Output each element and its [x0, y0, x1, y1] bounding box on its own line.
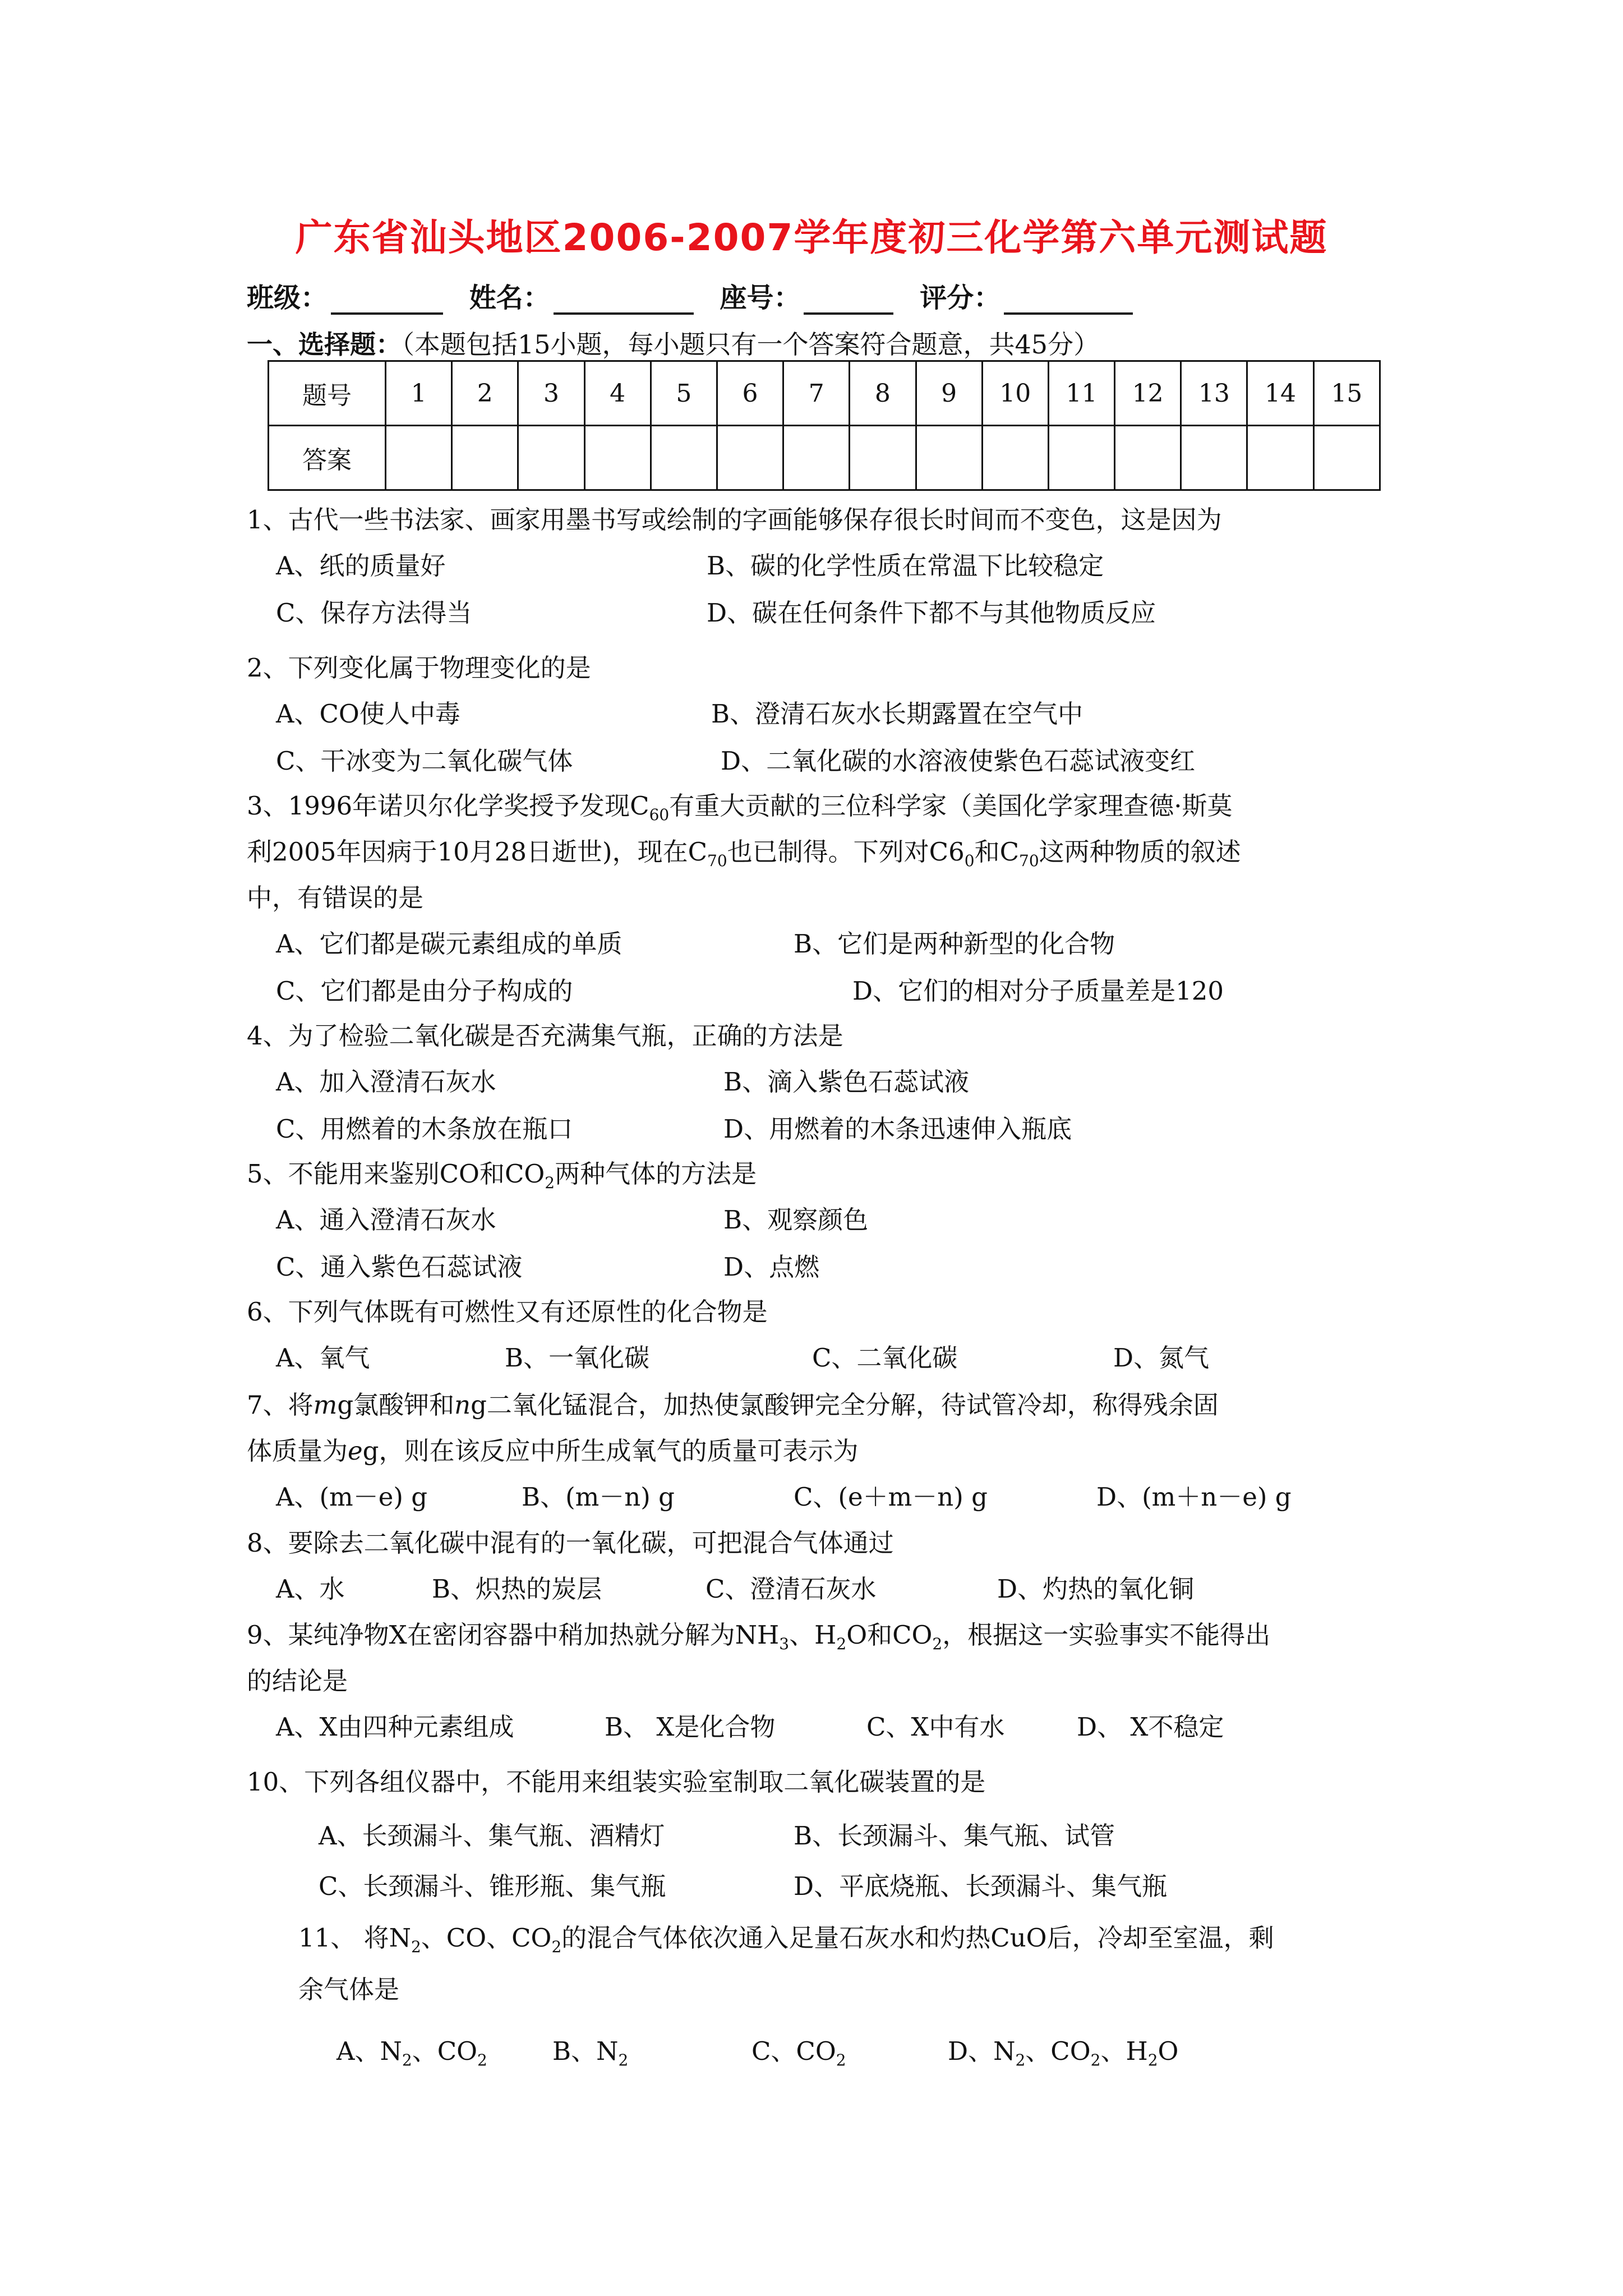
q11-option-d[interactable] — [948, 2031, 1178, 2069]
q11-line-1 — [298, 1917, 1274, 1956]
page-title: 广东省汕头地区2006-2007学年度初三化学第六单元测试题 — [295, 216, 1328, 259]
class-field[interactable] — [331, 288, 443, 315]
question-number: 11 — [1048, 361, 1114, 426]
name-label: 姓名： — [469, 282, 550, 314]
question-number: 2 — [452, 361, 518, 426]
class-label: 班级： — [247, 282, 328, 314]
q3-text: 利2005年因病于10月28日逝世)，现在C — [247, 837, 708, 867]
score-field[interactable] — [1004, 288, 1133, 315]
q6-option-d[interactable]: D、氮气 — [1113, 1343, 1210, 1373]
q3-line-2 — [247, 831, 1241, 870]
q7-line-2 — [247, 1430, 858, 1467]
question-number: 3 — [518, 361, 584, 426]
q3-option-d[interactable]: D、它们的相对分子质量差是120 — [852, 976, 1224, 1006]
q6-stem: 6、下列气体既有可燃性又有还原性的化合物是 — [247, 1297, 768, 1327]
q6-option-a[interactable]: A、氧气 — [276, 1343, 370, 1373]
q9-text: ，根据这一实验事实不能得出 — [942, 1620, 1271, 1650]
question-number: 12 — [1115, 361, 1181, 426]
q3-option-b[interactable]: B、它们是两种新型的化合物 — [794, 929, 1115, 959]
subscript: 2 — [551, 1938, 562, 1956]
answer-cell[interactable] — [916, 426, 982, 490]
q10-option-d[interactable]: D、平底烧瓶、长颈漏斗、集气瓶 — [794, 1871, 1168, 1901]
q9-line-1 — [247, 1614, 1270, 1653]
subscript: 60 — [649, 806, 670, 824]
q5-option-a[interactable]: A、通入澄清石灰水 — [276, 1205, 496, 1235]
q3-option-a[interactable]: A、它们都是碳元素组成的单质 — [276, 929, 623, 959]
q5-option-d[interactable]: D、点燃 — [723, 1252, 820, 1282]
q1-option-d[interactable]: D、碳在任何条件下都不与其他物质反应 — [707, 598, 1156, 628]
answer-cell[interactable] — [1181, 426, 1247, 490]
answer-cell[interactable] — [584, 426, 651, 490]
q3-text: 和C — [974, 837, 1019, 867]
subscript: 2 — [618, 2051, 629, 2069]
q10-option-a[interactable]: A、长颈漏斗、集气瓶、酒精灯 — [319, 1821, 665, 1851]
q9-option-a[interactable]: A、X由四种元素组成 — [276, 1712, 514, 1742]
q9-text: 9、某纯净物X在密闭容器中稍加热就分解为NH — [247, 1620, 780, 1650]
answer-cell[interactable] — [1115, 426, 1181, 490]
q7-option-b[interactable]: B、(m－n) g — [522, 1482, 675, 1512]
section-title: 一、选择题： — [247, 329, 402, 360]
q11-text: 11、 将N — [298, 1923, 411, 1953]
q11-text: 的混合气体依次通入足量石灰水和灼热CuO后，冷却至室温，剩 — [561, 1923, 1274, 1953]
question-number: 13 — [1181, 361, 1247, 426]
q2-stem: 2、下列变化属于物理变化的是 — [247, 653, 591, 683]
q8-stem: 8、要除去二氧化碳中混有的一氧化碳，可把混合气体通过 — [247, 1528, 894, 1558]
q11-d-text: O — [1158, 2036, 1179, 2066]
subscript: 2 — [1015, 2051, 1026, 2069]
question-number-row — [269, 361, 1380, 426]
subscript: 70 — [707, 852, 727, 870]
q7-text: 体质量为 — [247, 1436, 348, 1466]
q3-text: 有重大贡献的三位科学家（美国化学家理查德·斯莫 — [669, 791, 1233, 821]
q3-text: 这两种物质的叙述 — [1039, 837, 1241, 867]
q3-option-c[interactable]: C、它们都是由分子构成的 — [276, 976, 573, 1006]
q1-option-c[interactable]: C、保存方法得当 — [276, 598, 472, 628]
q4-option-c[interactable]: C、用燃着的木条放在瓶口 — [276, 1114, 573, 1144]
q4-stem: 4、为了检验二氧化碳是否充满集气瓶，正确的方法是 — [247, 1021, 843, 1051]
q7-option-d[interactable]: D、(m＋n－e) g — [1096, 1482, 1292, 1512]
answer-cell[interactable] — [717, 426, 783, 490]
question-number: 7 — [783, 361, 850, 426]
answer-cell[interactable] — [518, 426, 584, 490]
q7-option-a[interactable]: A、(m－e) g — [276, 1482, 428, 1512]
question-number: 8 — [850, 361, 916, 426]
answer-cell[interactable] — [1313, 426, 1380, 490]
question-number: 5 — [651, 361, 717, 426]
q9-text: 、H — [789, 1620, 837, 1650]
section-heading — [247, 324, 1099, 361]
q5-stem — [247, 1153, 757, 1192]
variable-m: m — [313, 1390, 338, 1420]
subscript: 2 — [932, 1635, 943, 1653]
q3-line-3: 中，有错误的是 — [247, 883, 424, 913]
q7-option-c[interactable]: C、(e＋m－n) g — [794, 1482, 988, 1512]
answer-table — [268, 360, 1381, 491]
answer-cell[interactable] — [982, 426, 1048, 490]
q2-option-d[interactable]: D、二氧化碳的水溶液使紫色石蕊试液变红 — [721, 746, 1196, 776]
q7-text: 7、将 — [247, 1390, 313, 1420]
variable-e: e — [348, 1436, 363, 1466]
q1-option-b[interactable]: B、碳的化学性质在常温下比较稳定 — [707, 551, 1104, 581]
answer-cell[interactable] — [1247, 426, 1313, 490]
subscript: 2 — [402, 2051, 412, 2069]
q4-option-b[interactable]: B、滴入紫色石蕊试液 — [723, 1067, 970, 1097]
variable-n: n — [454, 1390, 471, 1420]
q7-text: g，则在该反应中所生成氧气的质量可表示为 — [362, 1436, 859, 1466]
answer-cell[interactable] — [452, 426, 518, 490]
section-note: （本题包括15小题，每小题只有一个答案符合题意，共45分） — [402, 329, 1100, 360]
q5-text: 两种气体的方法是 — [555, 1159, 757, 1189]
question-number: 4 — [584, 361, 651, 426]
q9-option-c[interactable]: C、X中有水 — [866, 1712, 1005, 1742]
q10-option-c[interactable]: C、长颈漏斗、锥形瓶、集气瓶 — [319, 1871, 666, 1901]
q7-text: g二氧化锰混合，加热使氯酸钾完全分解，待试管冷却，称得残余固 — [471, 1390, 1219, 1420]
subscript: 3 — [779, 1635, 790, 1653]
q11-b-text: B、N — [552, 2036, 619, 2066]
answer-cell[interactable] — [783, 426, 850, 490]
q5-text: 5、不能用来鉴别CO和CO — [247, 1159, 545, 1189]
q8-option-d[interactable]: D、灼热的氧化铜 — [997, 1574, 1195, 1604]
q11-a-text: A、N — [336, 2036, 402, 2066]
question-number: 14 — [1247, 361, 1313, 426]
q1-stem: 1、古代一些书法家、画家用墨书写或绘制的字画能够保存很长时间而不变色，这是因为 — [247, 505, 1222, 535]
subscript: 2 — [1090, 2051, 1101, 2069]
q8-option-b[interactable]: B、炽热的炭层 — [432, 1574, 602, 1604]
q5-option-c[interactable]: C、通入紫色石蕊试液 — [276, 1252, 523, 1282]
answer-cell[interactable] — [386, 426, 452, 490]
row-header-number: 题号 — [269, 361, 386, 426]
q9-line-2: 的结论是 — [247, 1666, 348, 1696]
subscript: 70 — [1019, 852, 1039, 870]
question-number: 6 — [717, 361, 783, 426]
answer-cell[interactable] — [1048, 426, 1114, 490]
seat-label: 座号： — [720, 282, 801, 314]
q11-d-text: 、H — [1100, 2036, 1148, 2066]
question-number: 1 — [386, 361, 452, 426]
score-label: 评分： — [920, 282, 1001, 314]
q11-text: 、CO、CO — [421, 1923, 552, 1953]
q11-line-2: 余气体是 — [298, 1975, 400, 2004]
q2-option-b[interactable]: B、澄清石灰水长期露置在空气中 — [711, 699, 1083, 729]
q7-line-1 — [247, 1384, 1219, 1421]
q11-option-b[interactable] — [552, 2031, 628, 2069]
q5-option-b[interactable]: B、观察颜色 — [723, 1205, 869, 1235]
subscript: 2 — [411, 1938, 421, 1956]
answer-cell[interactable] — [850, 426, 916, 490]
subscript: 2 — [545, 1174, 555, 1192]
subscript: 0 — [964, 852, 975, 870]
q11-d-text: D、N — [948, 2036, 1016, 2066]
q2-option-c[interactable]: C、干冰变为二氧化碳气体 — [276, 746, 573, 776]
subscript: 2 — [1147, 2051, 1158, 2069]
q4-option-a[interactable]: A、加入澄清石灰水 — [276, 1067, 496, 1097]
q3-line-1 — [247, 785, 1233, 824]
q11-d-text: 、CO — [1025, 2036, 1091, 2066]
q10-stem: 10、下列各组仪器中，不能用来组装实验室制取二氧化碳装置的是 — [247, 1767, 986, 1797]
row-header-answer: 答案 — [269, 426, 386, 490]
q2-option-a[interactable]: A、CO使人中毒 — [276, 699, 460, 729]
q8-option-c[interactable]: C、澄清石灰水 — [706, 1574, 877, 1604]
q9-text: O和CO — [846, 1620, 933, 1650]
q11-option-a[interactable] — [336, 2031, 487, 2069]
question-number: 15 — [1313, 361, 1380, 426]
q8-option-a[interactable]: A、水 — [276, 1574, 345, 1604]
q11-a-text: 、CO — [412, 2036, 478, 2066]
q6-option-b[interactable]: B、一氧化碳 — [505, 1343, 650, 1373]
q10-option-b[interactable]: B、长颈漏斗、集气瓶、试管 — [794, 1821, 1115, 1851]
q1-option-a[interactable]: A、纸的质量好 — [276, 551, 446, 581]
q7-text: g氯酸钾和 — [337, 1390, 455, 1420]
q9-option-b[interactable]: B、 X是化合物 — [605, 1712, 776, 1742]
question-number: 9 — [916, 361, 982, 426]
question-number: 10 — [982, 361, 1048, 426]
subscript: 2 — [836, 2051, 846, 2069]
q9-option-d[interactable]: D、 X不稳定 — [1077, 1712, 1224, 1742]
answer-cell[interactable] — [651, 426, 717, 490]
q3-text: 3、1996年诺贝尔化学奖授予发现C — [247, 791, 649, 821]
q11-c-text: C、CO — [751, 2036, 836, 2066]
seat-field[interactable] — [804, 288, 893, 315]
name-field[interactable] — [554, 288, 694, 315]
q11-option-c[interactable] — [751, 2031, 846, 2069]
q4-option-d[interactable]: D、用燃着的木条迅速伸入瓶底 — [723, 1114, 1072, 1144]
student-info-row — [247, 276, 1150, 315]
q3-text: 也已制得。下列对C6 — [727, 837, 965, 867]
answer-row — [269, 426, 1380, 490]
subscript: 2 — [477, 2051, 487, 2069]
subscript: 2 — [836, 1635, 847, 1653]
q6-option-c[interactable]: C、二氧化碳 — [812, 1343, 958, 1373]
